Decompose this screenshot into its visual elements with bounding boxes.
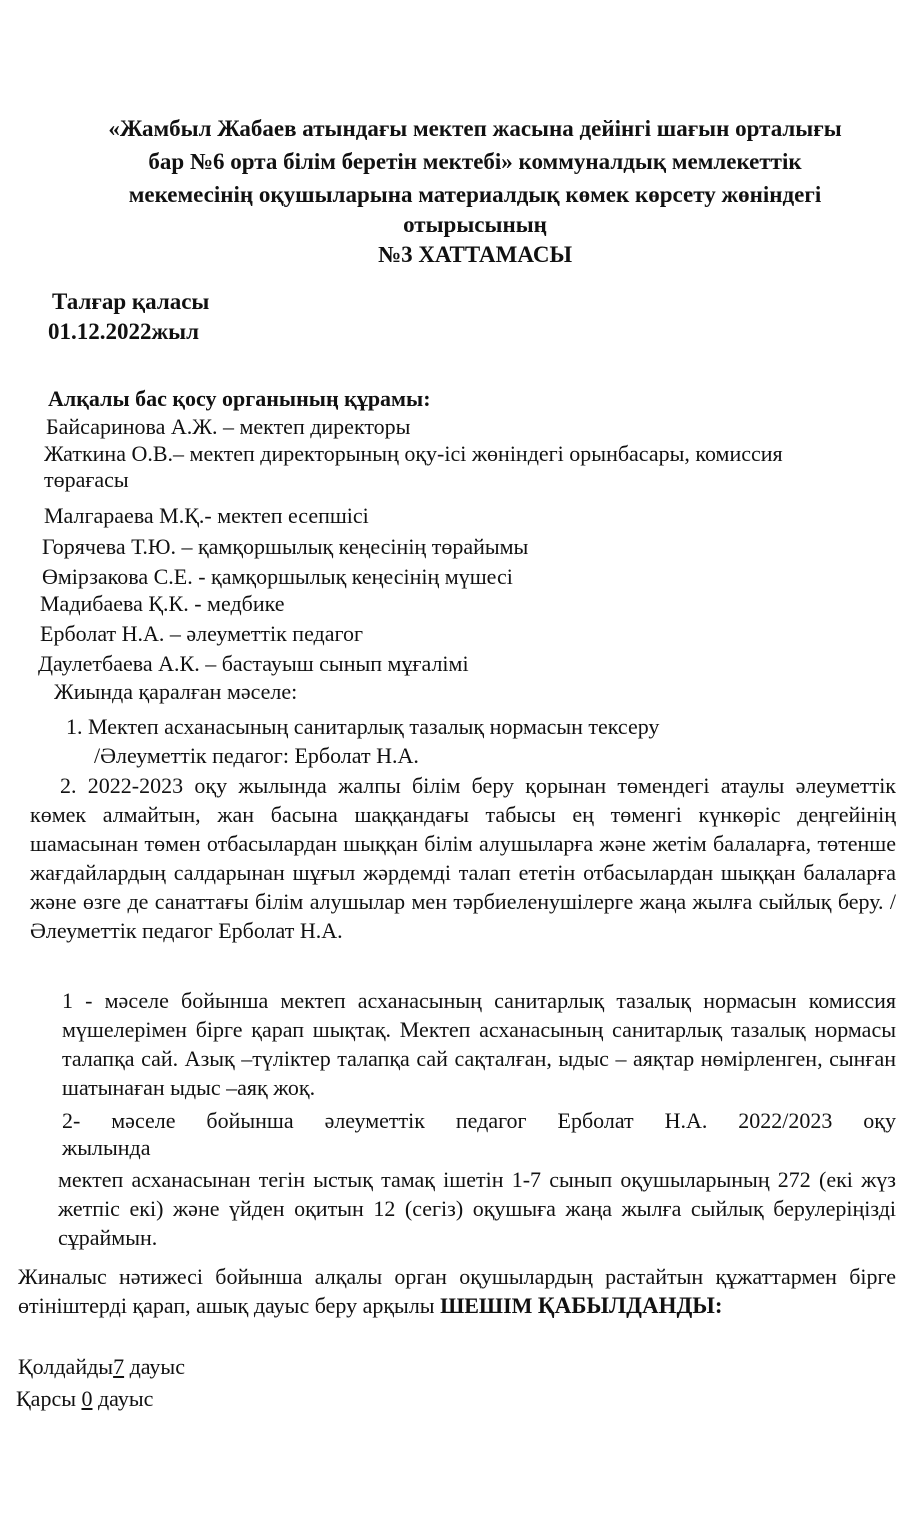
member: Байсаринова А.Ж. – мектеп директоры xyxy=(46,414,411,439)
agenda-item-1-responsible: /Әлеуметтік педагог: Ерболат Н.А. xyxy=(94,743,419,768)
discussion-paragraph-1: 1 - мәселе бойынша мектеп асханасының санитарлық тазалық нормасын комиссия мүшелерімен бірге қарап шықтақ. Мектеп асханасының санитарлық тазалық нормасы талапқа сай. Азық –түліктер талапқа сай сақталған, ыдыс – аяқтар нөмірленген, сынған шатынаған ыдыс –аяқ жоқ. xyxy=(62,988,896,1100)
agenda-item-2: 2. 2022-2023 оқу жылында жалпы білім беру қорынан төмендегі атаулы әлеуметтік көмек алмайтын, жан басына шаққандағы табысы ең төменгі күнкөріс деңгейінің шамасынан төмен отбасылардан шыққан білім алушыларға және жетім балаларға, төтенше жағдайлардың салдарынан шұғыл жәрдемді талап ететін отбасылардан шыққан балаларға және өзге де санаттағы білім алушылар мен тәрбиеленушілерге жаңа жылға сыйлық беру. /Әлеуметтік педагог Ерболат Н.А. xyxy=(30,773,896,943)
place: Талғар қаласы xyxy=(52,289,210,314)
discussion-paragraph-2-line-2: жылында xyxy=(62,1135,151,1160)
title-line-4: отырысының xyxy=(403,212,547,237)
votes-for-unit: дауыс xyxy=(124,1354,185,1379)
discussion-paragraph-2-line-1: 2- мәселе бойынша әлеуметтік педагог Ерболат Н.А. 2022/2023 оқу xyxy=(62,1108,896,1133)
member: Горячева Т.Ю. – қамқоршылық кеңесінің төрайымы xyxy=(42,534,529,559)
decision-text: Жиналыс нәтижесі бойынша алқалы орган оқушылардың растайтын құжаттармен бірге өтініштерді қарап, ашық дауыс беру арқылы xyxy=(18,1264,896,1318)
protocol-number: №3 ХАТТАМАСЫ xyxy=(377,242,573,267)
title-line-1: «Жамбыл Жабаев атындағы мектеп жасына дейінгі шағын орталығы xyxy=(108,116,842,141)
member: Жаткина О.В.– мектеп директорының оқу-ісі жөніндегі орынбасары, комиссия xyxy=(44,441,783,466)
decision-paragraph xyxy=(18,1262,896,1320)
member: Мадибаева Қ.К. - медбике xyxy=(40,591,285,616)
discussion-paragraph-2-rest: мектеп асханасынан тегін ыстық тамақ ішетін 1-7 сынып оқушыларының 272 (екі жүз жетпіс екі) және үйден оқитын 12 (сегіз) оқушыға жаңа жылға сыйлық берулеріңізді сұраймын. xyxy=(58,1167,896,1250)
member: Малгараева М.Қ.- мектеп есепшісі xyxy=(44,503,369,528)
votes-against-count: 0 xyxy=(81,1386,93,1411)
votes-against-unit: дауыс xyxy=(92,1386,154,1411)
member: төрағасы xyxy=(44,467,129,492)
title-line-2: бар №6 орта білім беретін мектебі» коммуналдық мемлекеттік xyxy=(148,149,802,174)
votes-for-count: 7 xyxy=(113,1354,125,1379)
member: Ерболат Н.А. – әлеуметтік педагог xyxy=(40,621,363,646)
votes-for-label: Қолдайды xyxy=(18,1354,114,1379)
member: Өмірзакова С.Е. - қамқоршылық кеңесінің мүшесі xyxy=(42,564,513,589)
title-line-3: мекемесінің оқушыларына материалдық көмек көрсету жөніндегі xyxy=(128,182,822,207)
agenda-heading: Жиында қаралған мәселе: xyxy=(54,679,298,704)
date: 01.12.2022жыл xyxy=(48,319,200,344)
votes-for xyxy=(18,1353,185,1381)
decision-keyword-2: ҚАБЫЛДАНДЫ: xyxy=(537,1293,723,1318)
votes-against xyxy=(16,1385,153,1413)
member: Даулетбаева А.К. – бастауыш сынып мұғалімі xyxy=(38,651,469,676)
decision-keyword: ШЕШІМ xyxy=(440,1293,533,1318)
votes-against-label: Қарсы xyxy=(16,1386,82,1411)
composition-heading: Алқалы бас қосу органының құрамы: xyxy=(48,386,431,411)
agenda-item-1: 1. Мектеп асханасының санитарлық тазалық нормасын тексеру xyxy=(66,714,660,739)
